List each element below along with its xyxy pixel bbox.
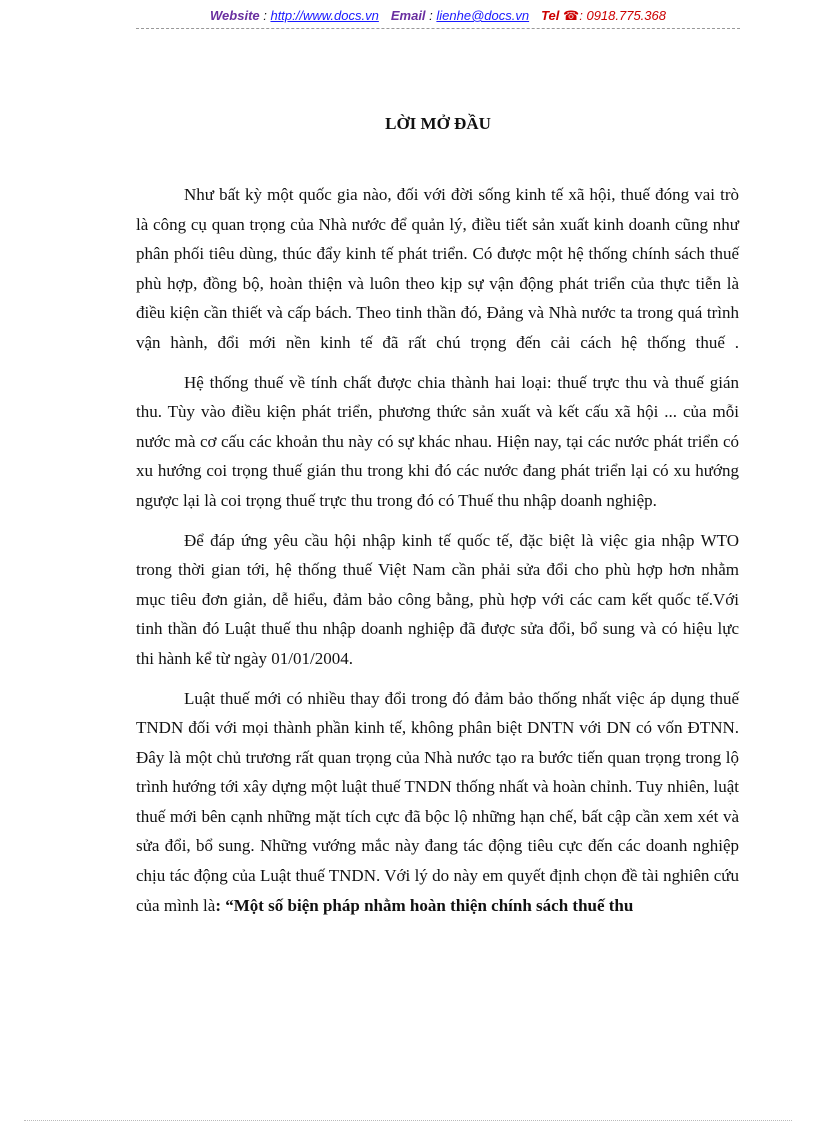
email-separator: : xyxy=(425,8,437,23)
document-title: LỜI MỞ ĐẦU xyxy=(385,114,491,133)
tel-number: : 0918.775.368 xyxy=(579,8,666,23)
website-link[interactable]: http://www.docs.vn xyxy=(270,8,379,23)
email-link[interactable]: lienhe@docs.vn xyxy=(436,8,530,23)
paragraph-4-text: Luật thuế mới có nhiều thay đổi trong đó đảm bảo thống nhất việc áp dụng thuế TNDN đối với mọi thành phần kinh tế, không phân biệt DNTN với DN có vốn ĐTNN. Đây là một chủ trương rất quan trọng của Nhà nước tạo ra bước tiến quan trọng trong lộ trình hướng tới xây dựng một luật thuế TNDN thống nhất và hoàn chỉnh. Tuy nhiên, luật thuế mới bên cạnh những mặt tích cực đã bộc lộ những hạn chế, bất cập cần xem xét và sửa đổi, bổ sung. Những vướng mắc này đang tác động tiêu cực đến các doanh nghiệp chịu tác động của Luật thuế TNDN. Với lý do này em quyết định chọn đề tài nghiên cứu của mình là xyxy=(136,688,739,915)
page-header xyxy=(136,8,740,24)
phone-icon: ☎ xyxy=(563,8,580,23)
paragraph-2: Hệ thống thuế về tính chất được chia thành hai loại: thuế trực thu và thuế gián thu. Tùy vào điều kiện phát triển, phương thức sản xuất và kết cấu xã hội ... của mỗi nước mà cơ cấu các khoản thu này có sự khác nhau. Hiện nay, tại các nước phát triển có xu hướng coi trọng thuế gián thu trong khi đó các nước đang phát triển lại có xu hướng ngược lại là coi trọng thuế trực thu trong đó có Thuế thu nhập doanh nghiệp. xyxy=(136,372,739,510)
website-label: Website xyxy=(210,8,260,23)
website-separator: : xyxy=(259,8,271,23)
email-label: Email xyxy=(390,8,426,23)
footer-divider xyxy=(24,1120,792,1121)
tel-label: Tel xyxy=(541,8,560,23)
header-divider xyxy=(136,28,740,29)
document-body xyxy=(136,180,739,930)
paragraph-4 xyxy=(136,684,739,921)
paragraph-3: Để đáp ứng yêu cầu hội nhập kinh tế quốc tế, đặc biệt là việc gia nhập WTO trong thời gian tới, hệ thống thuế Việt Nam cần phải sửa đổi cho phù hợp hơn nhằm mục tiêu đơn giản, dễ hiểu, đảm bảo công bằng, phù hợp với các cam kết quốc tế.Với tinh thần đó Luật thuế thu nhập doanh nghiệp đã được sửa đổi, bổ sung và có hiệu lực thi hành kể từ ngày 01/01/2004. xyxy=(136,530,739,668)
paragraph-1: Như bất kỳ một quốc gia nào, đối với đời sống kinh tế xã hội, thuế đóng vai trò là công cụ quan trọng của Nhà nước để quản lý, điều tiết sản xuất kinh doanh cũng như phân phối tiêu dùng, thúc đẩy kinh tế phát triển. Có được một hệ thống chính sách thuế phù hợp, đồng bộ, hoàn thiện và luôn theo kịp sự vận động phát triển của thực tiễn là điều kiện cần thiết và cấp bách. Theo tinh thần đó, Đảng và Nhà nước ta trong quá trình vận hành, đổi mới nền kinh tế đã rất chú trọng đến cải cách hệ thống thuế . xyxy=(136,185,739,352)
thesis-title-bold: : “Một số biện pháp nhằm hoàn thiện chính sách thuế thu xyxy=(215,895,634,915)
